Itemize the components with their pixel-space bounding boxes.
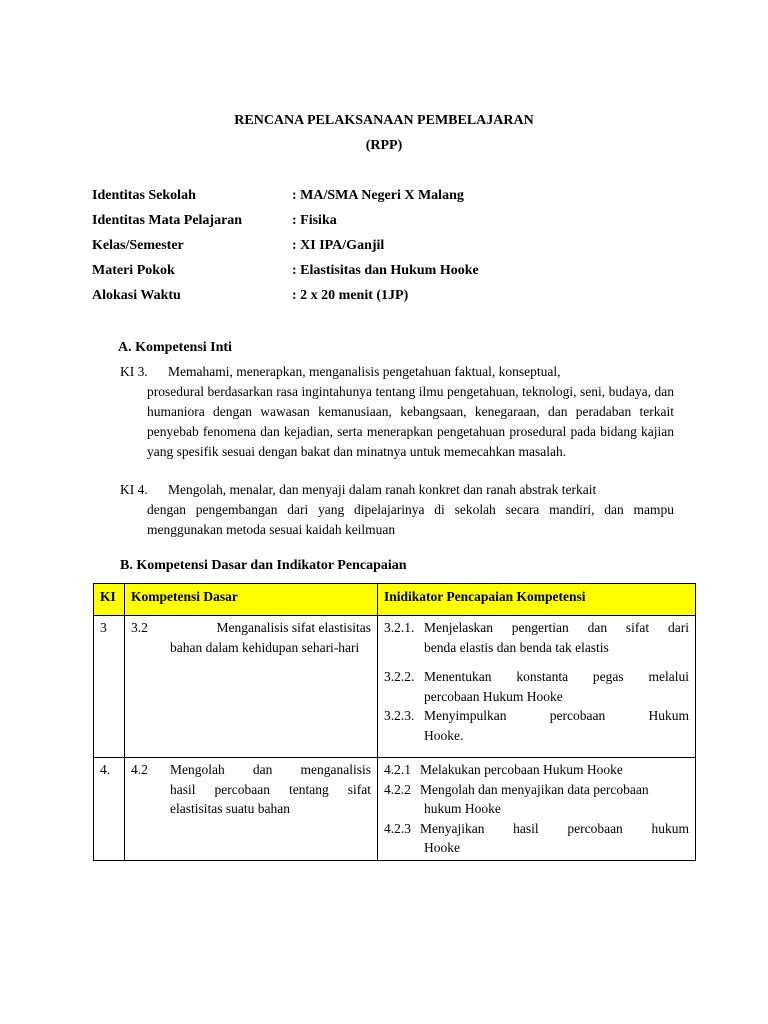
ki3-text: prosedural berdasarkan rasa ingintahunya tentang ilmu pengetahuan, teknologi, seni, budaya, dan humaniora dengan wawasan kemanusiaan, kebangsaan, kenegaraan, dan peradaban terkait penyebab fenomena dan kejadian, serta menerapkan pengetahuan prosedural pada bidang kajian yang spesifik sesuai dengan bakat dan minatnya untuk memecahkan masalah.: [147, 384, 674, 459]
indicator-rest: hukum Hooke: [424, 801, 501, 816]
indicator-first: Menentukan konstanta pegas melalui: [424, 669, 689, 684]
indicator-rest: percobaan Hukum Hooke: [424, 688, 563, 704]
kd-first: Mengolah dan menganalisis: [170, 762, 371, 777]
identity-value: : Elastisitas dan Hukum Hooke: [292, 263, 479, 278]
indicator-first: Menyajikan hasil percobaan hukum: [420, 820, 689, 836]
section-b-heading: B. Kompetensi Dasar dan Indikator Pencapaian: [120, 558, 407, 573]
section-a-heading: A. Kompetensi Inti: [118, 340, 232, 355]
header-kompetensi-dasar: Kompetensi Dasar: [125, 584, 378, 616]
kd-rest: bahan dalam kehidupan sehari-hari: [170, 639, 360, 655]
table-row: [94, 758, 696, 861]
indicator-number: 3.2.2.: [384, 669, 415, 684]
spacer: [384, 657, 689, 667]
identity-row: [92, 188, 692, 213]
indicator-rest: Hooke.: [424, 727, 464, 743]
indicator-item: [384, 706, 689, 726]
indicator-number: 3.2.1.: [384, 620, 415, 635]
identity-value: : Fisika: [292, 213, 337, 228]
indicator-number: 3.2.3.: [384, 708, 415, 723]
indicator-rest: benda elastis dan benda tak elastis: [424, 639, 609, 655]
header-indikator: Inidikator Pencapaian Kompetensi: [378, 584, 696, 616]
identity-label: Alokasi Waktu: [92, 288, 181, 303]
indicator-rest: Hooke: [424, 840, 460, 855]
identity-block: [92, 188, 692, 313]
kd-rest: hasil percobaan tentang sifat elastisitas suatu bahan: [170, 781, 371, 816]
identity-value: : 2 x 20 menit (1JP): [292, 288, 409, 303]
indicator-number: 4.2.2: [384, 781, 411, 797]
kd-first-line: [131, 760, 371, 780]
ki4-text: dengan pengembangan dari yang dipelajarinya di sekolah secara mandiri, dan mampu menggunakan metoda sesuai kaidah keilmuan: [147, 502, 674, 537]
indicator-first: Menjelaskan pengertian dan sifat dari: [424, 620, 689, 635]
identity-label: Materi Pokok: [92, 263, 175, 278]
kd-number: 3.2: [131, 620, 148, 635]
doc-subtitle: (RPP): [365, 138, 403, 153]
cell-kompetensi-dasar: [125, 616, 378, 758]
ki4-lead: KI 4. Mengolah, menalar, dan menyaji dalam ranah konkret dan ranah abstrak terkait: [120, 482, 597, 497]
kd-number: 4.2: [131, 762, 148, 777]
table-row: [94, 616, 696, 758]
indicator-item: [384, 667, 689, 687]
indicator-item: [384, 618, 689, 638]
identity-row: [92, 213, 692, 238]
identity-row: [92, 263, 692, 288]
cell-indikator: [378, 616, 696, 758]
doc-title: RENCANA PELAKSANAAN PEMBELAJARAN: [234, 113, 534, 128]
indicator-number: 4.2.1: [384, 762, 411, 777]
cell-ki: 3: [94, 616, 125, 758]
indicator-number: 4.2.3: [384, 820, 411, 836]
ki4-paragraph: [120, 480, 674, 540]
identity-label: Identitas Sekolah: [92, 188, 196, 203]
indicator-item: [384, 819, 689, 839]
identity-value: : XI IPA/Ganjil: [292, 238, 385, 253]
ki3-lead: KI 3. Memahami, menerapkan, menganalisis pengetahuan faktual, konseptual,: [120, 364, 561, 379]
kd-first: Menganalisis sifat elastisitas: [216, 620, 371, 635]
kd-first-line: [131, 618, 371, 638]
indicator-item: [384, 780, 689, 800]
identity-row: [92, 288, 692, 313]
cell-ki: 4.: [94, 758, 125, 861]
indicator-item: [384, 760, 689, 780]
indicator-first: Menyimpulkan percobaan Hukum: [424, 708, 689, 723]
indicator-first: Melakukan percobaan Hukum Hooke: [420, 762, 623, 777]
cell-indikator: [378, 758, 696, 861]
ki3-paragraph: [120, 362, 674, 462]
indicator-first: Mengolah dan menyajikan data percobaan: [420, 781, 649, 797]
identity-label: Identitas Mata Pelajaran: [92, 213, 243, 228]
identity-row: [92, 238, 692, 263]
competency-table: [93, 583, 696, 861]
cell-kompetensi-dasar: [125, 758, 378, 861]
header-ki: KI: [94, 584, 125, 616]
table-header-row: [94, 584, 696, 616]
identity-label: Kelas/Semester: [92, 238, 184, 253]
identity-value: : MA/SMA Negeri X Malang: [292, 188, 464, 203]
